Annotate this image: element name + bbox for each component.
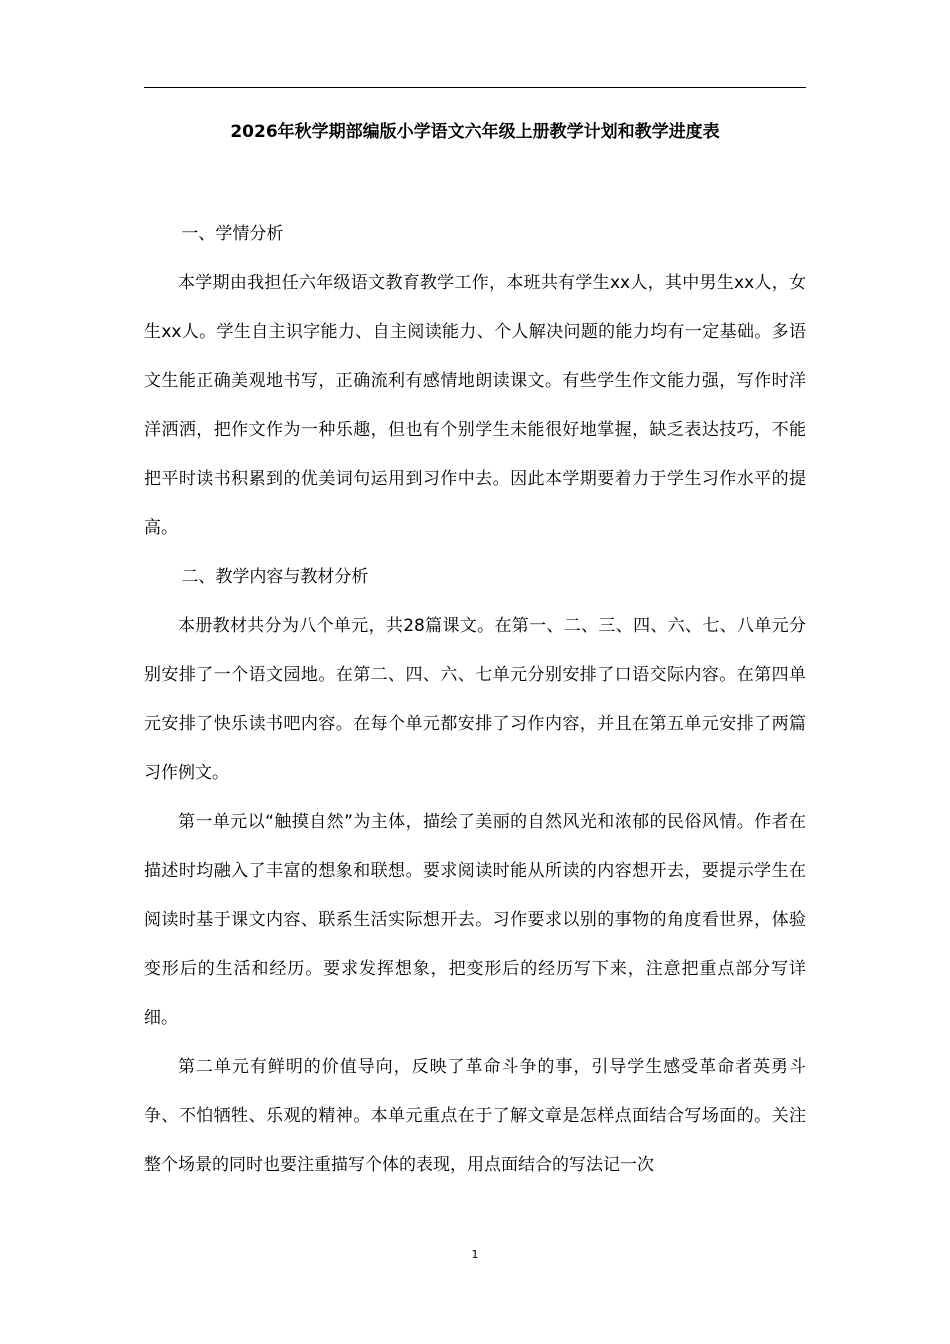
section-heading-learning-analysis: 一、学情分析 [181,224,284,244]
paragraph-unit-one: 第一单元以“触摸自然”为主体，描绘了美丽的自然风光和浓郁的民俗风情。作者在描述时均融入了丰富的想象和联想。要求阅读时能从所读的内容想开去，要提示学生在阅读时基于课文内容、联系生活实际想开去。习作要求以别的事物的角度看世界，体验变形后的生活和经历。要求发挥想象，把变形后的经历写下来，注意把重点部分写详细。 [144,812,806,1028]
document-body [144,210,806,1190]
paragraph-learning-analysis: 本学期由我担任六年级语文教育教学工作，本班共有学生xx人，其中男生xx人，女生xx人。学生自主识字能力、自主阅读能力、个人解决问题的能力均有一定基础。多语文生能正确美观地书写，正确流利有感情地朗读课文。有些学生作文能力强，写作时洋洋洒洒，把作文作为一种乐趣，但也有个别学生未能很好地掌握，缺乏表达技巧，不能把平时读书积累到的优美词句运用到习作中去。因此本学期要着力于学生习作水平的提高。 [144,273,806,538]
document-title: 2026年秋学期部编版小学语文六年级上册教学计划和教学进度表 [230,122,720,142]
paragraph-unit-two: 第二单元有鲜明的价值导向，反映了革命斗争的事，引导学生感受革命者英勇斗争、不怕牺牲、乐观的精神。本单元重点在于了解文章是怎样点面结合写场面的。关注整个场景的同时也要注重描写个体的表现，用点面结合的写法记一次 [144,1057,806,1175]
section-heading-content-analysis: 二、教学内容与教材分析 [181,567,369,587]
header-rule [144,87,806,88]
page-number: 1 [471,1248,479,1261]
paragraph-textbook-overview: 本册教材共分为八个单元，共28篇课文。在第一、二、三、四、六、七、八单元分别安排了一个语文园地。在第二、四、六、七单元分别安排了口语交际内容。在第四单元安排了快乐读书吧内容。在每个单元都安排了习作内容，并且在第五单元安排了两篇习作例文。 [144,616,806,783]
